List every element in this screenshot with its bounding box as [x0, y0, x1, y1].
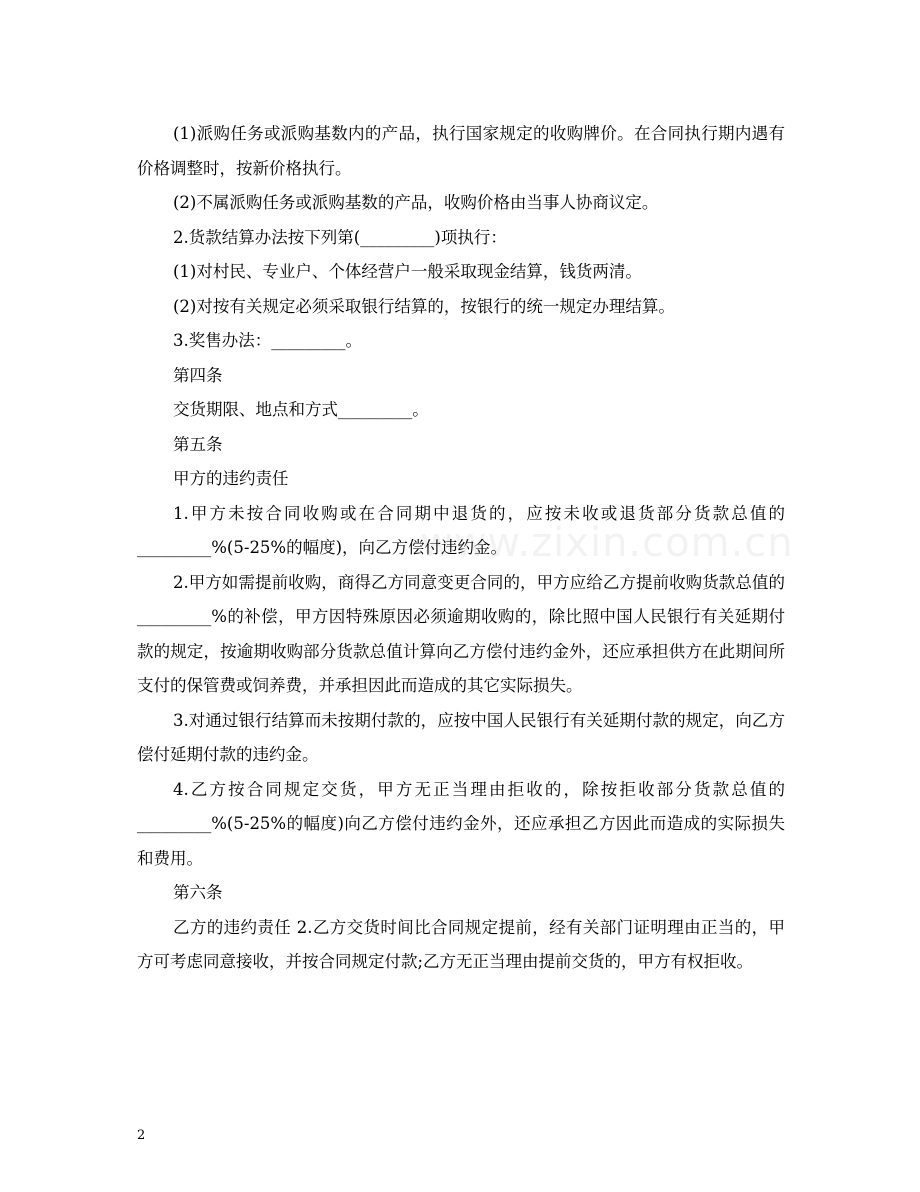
paragraph-2: (2)不属派购任务或派购基数的产品，收购价格由当事人协商议定。 — [173, 193, 659, 212]
paragraph-12: 2.甲方如需提前收购，商得乙方同意变更合同的，甲方应给乙方提前收购货款总值的_________%的补偿，甲方因特殊原因必须逾期收购的，除比照中国人民银行有关延期付款的规定，按逾期收购部分货款总值计算向乙方偿付违约金外，还应承担供方在此期间所支付的保管费或饲养费，并承担因此而造成的其它实际损失。 — [137, 572, 785, 695]
paragraph-16: 乙方的违约责任 2.乙方交货时间比合同规定提前，经有关部门证明理由正当的，甲方可考虑同意接收，并按合同规定付款;乙方无正当理由提前交货的，甲方有权拒收。 — [137, 917, 785, 971]
watermark: www.zixin.com.cn — [420, 520, 794, 566]
page-number: 2 — [137, 1128, 146, 1143]
article-heading-5: 第五条 — [173, 434, 223, 454]
article-heading-4: 第四条 — [173, 365, 223, 385]
paragraph-11: 1.甲方未按合同收购或在合同期中退货的，应按未收或退货部分货款总值的_________%(5-25%的幅度)，向乙方偿付违约金。 — [137, 503, 785, 557]
section-heading-party-a-liability: 甲方的违约责任 — [173, 469, 289, 488]
paragraph-13: 3.对通过银行结算而未按期付款的，应按中国人民银行有关延期付款的规定，向乙方偿付延期付款的违约金。 — [137, 710, 785, 764]
paragraph-5: (2)对按有关规定必须采取银行结算的，按银行的统一规定办理结算。 — [173, 296, 675, 316]
document-body — [137, 117, 785, 980]
paragraph-8: 交货期限、地点和方式_________。 — [173, 400, 429, 419]
paragraph-1: (1)派购任务或派购基数内的产品，执行国家规定的收购牌价。在合同执行期内遇有价格调整时，按新价格执行。 — [137, 124, 785, 178]
paragraph-6: 3.奖售办法：_________。 — [173, 331, 362, 350]
article-heading-6: 第六条 — [173, 883, 223, 902]
paragraph-4: (1)对村民、专业户、个体经营户一般采取现金结算，钱货两清。 — [173, 262, 642, 281]
paragraph-3: 2.货款结算办法按下列第(_________)项执行： — [173, 227, 507, 247]
paragraph-14: 4.乙方按合同规定交货，甲方无正当理由拒收的，除按拒收部分货款总值的_________%(5-25%的幅度)向乙方偿付违约金外，还应承担乙方因此而造成的实际损失和费用。 — [137, 779, 785, 868]
